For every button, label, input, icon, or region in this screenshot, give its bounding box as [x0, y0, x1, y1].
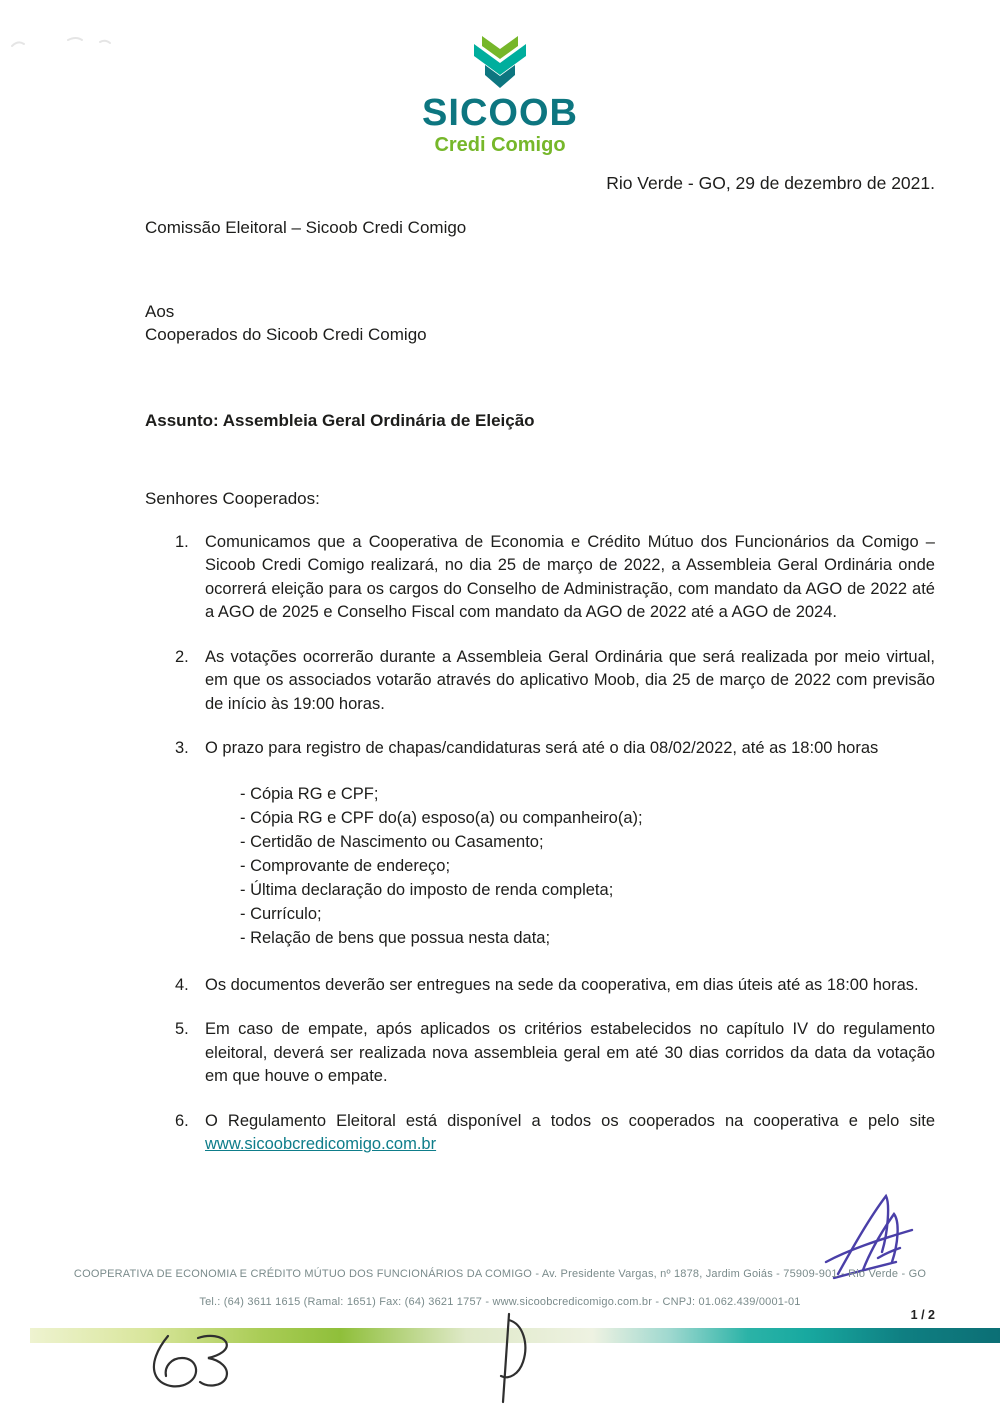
item-number: 1.	[175, 532, 189, 551]
document-item: - Cópia RG e CPF do(a) esposo(a) ou companheiro(a);	[240, 808, 643, 827]
sicoob-logo-mark-icon	[468, 36, 532, 90]
item-text: As votações ocorrerão durante a Assembleia Geral Ordinária que será realizada por meio virtual, em que os associados votarão através do aplicativo Moob, dia 25 de março de 2022 com previsão de início às 19:00 horas.	[205, 647, 935, 713]
document-item: - Comprovante de endereço;	[240, 856, 451, 875]
document-item: - Certidão de Nascimento ou Casamento;	[240, 832, 544, 851]
document-item: - Relação de bens que possua nesta data;	[240, 928, 551, 947]
item-text	[205, 1110, 935, 1157]
document-item: - Cópia RG e CPF;	[240, 784, 379, 803]
subject-line: Assunto: Assembleia Geral Ordinária de Eleição	[145, 410, 535, 430]
footer-address-line: COOPERATIVA DE ECONOMIA E CRÉDITO MÚTUO DOS FUNCIONÁRIOS DA COMIGO - Av. Presidente Vargas, nº 1878, Jardim Goiás - 75909-901 - Rio Verde - GO	[73, 1268, 927, 1280]
recipient-name: Cooperados do Sicoob Credi Comigo	[145, 325, 427, 345]
item-text: Comunicamos que a Cooperativa de Economia e Crédito Mútuo dos Funcionários da Comigo – Sicoob Credi Comigo realizará, no dia 25 de março de 2022, a Assembleia Geral Ordinária onde ocorrerá eleição para os cargos do Conselho de Administração, com mandato da AGO de 2022 até a AGO de 2025 e Conselho Fiscal com mandato da AGO de 2022 até a AGO de 2024.	[205, 532, 935, 622]
list-item	[145, 531, 935, 625]
list-item	[145, 974, 935, 998]
item-number: 4.	[175, 975, 189, 994]
list-item	[145, 1018, 935, 1089]
recipient-intro: Aos	[145, 301, 175, 321]
item-number: 6.	[175, 1111, 189, 1130]
item-text: O prazo para registro de chapas/candidaturas será até o dia 08/02/2022, até as 18:00 horas	[205, 739, 879, 758]
page-number: 1 / 2	[910, 1308, 935, 1322]
required-documents-list	[240, 782, 935, 950]
scan-smudge	[8, 32, 118, 56]
numbered-list	[145, 531, 935, 1157]
logo-subbrand-text: Credi Comigo	[434, 133, 566, 156]
item-number: 3.	[175, 739, 189, 758]
item-text-before-link: O Regulamento Eleitoral está disponível a todos os cooperados na cooperativa e pelo site	[205, 1111, 935, 1130]
list-item	[145, 1110, 935, 1157]
salutation-line: Senhores Cooperados:	[145, 488, 320, 508]
list-item	[145, 646, 935, 717]
regulation-website-link[interactable]: www.sicoobcredicomigo.com.br	[205, 1135, 437, 1154]
footer-contact-line: Tel.: (64) 3611 1615 (Ramal: 1651) Fax: (64) 3621 1757 - www.sicoobcredicomigo.com.br - CNPJ: 01.062.439/0001-01	[199, 1296, 801, 1308]
sender-line: Comissão Eleitoral – Sicoob Credi Comigo	[145, 217, 467, 237]
handwritten-mark-center	[485, 1310, 535, 1408]
handwritten-mark-left	[138, 1328, 248, 1398]
list-item	[145, 737, 935, 761]
document-item: - Currículo;	[240, 904, 322, 923]
recipient-block	[145, 300, 935, 347]
sicoob-logo	[0, 36, 1000, 157]
item-number: 5.	[175, 1020, 189, 1039]
date-line: Rio Verde - GO, 29 de dezembro de 2021.	[606, 172, 935, 193]
document-item: - Última declaração do imposto de renda completa;	[240, 880, 614, 899]
item-number: 2.	[175, 647, 189, 666]
logo-brand-text: SICOOB	[422, 92, 578, 134]
item-text: Os documentos deverão ser entregues na sede da cooperativa, em dias úteis até as 18:00 horas.	[205, 975, 919, 994]
item-text: Em caso de empate, após aplicados os critérios estabelecidos no capítulo IV do regulamento eleitoral, deverá ser realizada nova assembleia geral em até 30 dias corridos da data da votação em que houve o empate.	[205, 1020, 935, 1086]
